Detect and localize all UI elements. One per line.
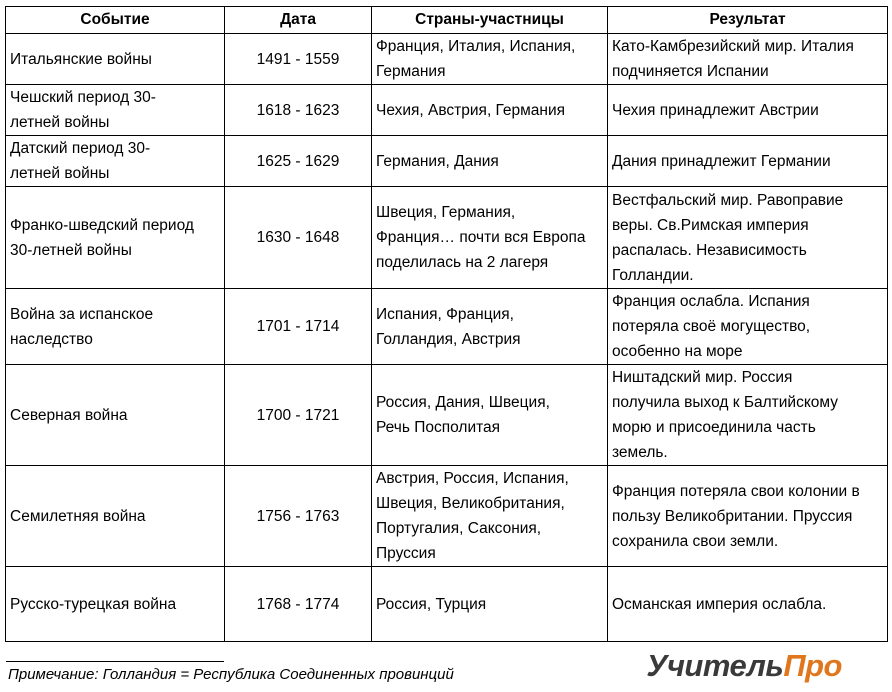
footnote: Примечание: Голландия = Республика Соединенных провинций	[8, 666, 454, 683]
table-row	[6, 365, 888, 466]
table-row	[6, 187, 888, 289]
result-cell: Вестфальский мир. Равоправие веры. Св.Римская империя распалась. Независимость Голландии.	[608, 187, 888, 289]
footnote-divider	[6, 661, 224, 662]
countries-cell: Испания, Франция, Голландия, Австрия	[372, 289, 608, 365]
header-event: Событие	[6, 7, 225, 34]
event-cell: Датский период 30- летней войны	[6, 136, 225, 187]
date-cell: 1756 - 1763	[225, 466, 372, 567]
event-cell: Итальянские войны	[6, 34, 225, 85]
site-logo	[646, 646, 842, 686]
countries-cell: Франция, Италия, Испания, Германия	[372, 34, 608, 85]
result-cell: Ништадский мир. Россия получила выход к Балтийскому морю и присоединила часть земель.	[608, 365, 888, 466]
countries-cell: Германия, Дания	[372, 136, 608, 187]
date-cell: 1625 - 1629	[225, 136, 372, 187]
event-cell: Северная война	[6, 365, 225, 466]
event-cell: Семилетняя война	[6, 466, 225, 567]
table-row	[6, 567, 888, 642]
result-cell: Дания принадлежит Германии	[608, 136, 888, 187]
event-cell: Война за испанское наследство	[6, 289, 225, 365]
result-cell: Франция потеряла свои колонии в пользу Великобритании. Пруссия сохранила свои земли.	[608, 466, 888, 567]
countries-cell: Россия, Дания, Швеция, Речь Посполитая	[372, 365, 608, 466]
date-cell: 1700 - 1721	[225, 365, 372, 466]
wars-table	[5, 6, 888, 642]
result-cell: Османская империя ослабла.	[608, 567, 888, 642]
table-row	[6, 85, 888, 136]
countries-cell: Россия, Турция	[372, 567, 608, 642]
table-header-row	[6, 7, 888, 34]
event-cell: Чешский период 30- летней войны	[6, 85, 225, 136]
header-date: Дата	[225, 7, 372, 34]
date-cell: 1701 - 1714	[225, 289, 372, 365]
date-cell: 1491 - 1559	[225, 34, 372, 85]
result-cell: Чехия принадлежит Австрии	[608, 85, 888, 136]
table-row	[6, 34, 888, 85]
date-cell: 1768 - 1774	[225, 567, 372, 642]
table-row	[6, 136, 888, 187]
event-cell: Франко-шведский период 30-летней войны	[6, 187, 225, 289]
logo-text-accent: Про	[783, 648, 842, 683]
countries-cell: Чехия, Австрия, Германия	[372, 85, 608, 136]
header-countries: Страны-участницы	[372, 7, 608, 34]
table-row	[6, 466, 888, 567]
result-cell: Като-Камбрезийский мир. Италия подчиняется Испании	[608, 34, 888, 85]
date-cell: 1618 - 1623	[225, 85, 372, 136]
logo-text-main: Учитель	[646, 648, 784, 683]
countries-cell: Австрия, Россия, Испания, Швеция, Великобритания, Португалия, Саксония, Пруссия	[372, 466, 608, 567]
countries-cell: Швеция, Германия, Франция… почти вся Европа поделилась на 2 лагеря	[372, 187, 608, 289]
date-cell: 1630 - 1648	[225, 187, 372, 289]
header-result: Результат	[608, 7, 888, 34]
table-row	[6, 289, 888, 365]
result-cell: Франция ослабла. Испания потеряла своё могущество, особенно на море	[608, 289, 888, 365]
event-cell: Русско-турецкая война	[6, 567, 225, 642]
